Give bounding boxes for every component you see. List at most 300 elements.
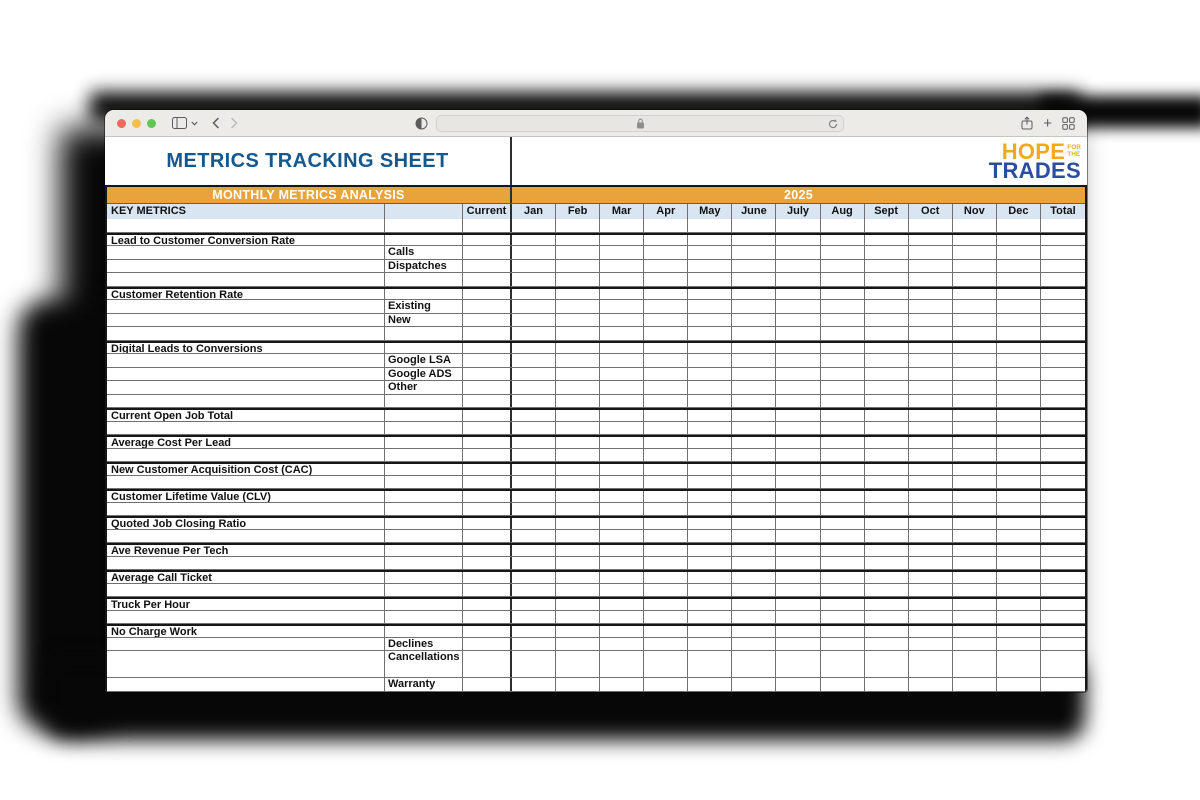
submetric-label-cell[interactable] <box>385 518 463 529</box>
current-value-cell[interactable] <box>463 289 512 300</box>
month-value-cell[interactable] <box>556 289 600 300</box>
month-value-cell[interactable] <box>556 300 600 313</box>
month-value-cell[interactable] <box>732 314 776 327</box>
month-value-cell[interactable] <box>600 246 644 259</box>
month-value-cell[interactable] <box>512 273 556 286</box>
month-value-cell[interactable] <box>644 503 688 516</box>
total-value-cell[interactable] <box>1041 289 1085 300</box>
metric-label-cell[interactable] <box>107 476 385 489</box>
current-value-cell[interactable] <box>463 638 512 651</box>
month-value-cell[interactable] <box>600 530 644 543</box>
month-value-cell[interactable] <box>909 599 953 610</box>
month-value-cell[interactable] <box>556 343 600 354</box>
metric-label-cell[interactable]: Current Open Job Total <box>107 410 385 421</box>
month-value-cell[interactable] <box>997 422 1041 435</box>
month-value-cell[interactable] <box>909 300 953 313</box>
metric-label-cell[interactable]: Truck Per Hour <box>107 599 385 610</box>
month-value-cell[interactable] <box>644 289 688 300</box>
sidebar-icon[interactable] <box>172 117 187 129</box>
total-value-cell[interactable] <box>1041 678 1085 691</box>
month-value-cell[interactable] <box>556 246 600 259</box>
month-value-cell[interactable] <box>732 343 776 354</box>
month-value-cell[interactable] <box>556 437 600 448</box>
month-value-cell[interactable] <box>776 219 820 232</box>
total-value-cell[interactable] <box>1041 449 1085 462</box>
total-value-cell[interactable] <box>1041 327 1085 340</box>
month-header[interactable]: July <box>776 204 820 219</box>
month-value-cell[interactable] <box>556 638 600 651</box>
current-value-cell[interactable] <box>463 343 512 354</box>
current-value-cell[interactable] <box>463 449 512 462</box>
month-value-cell[interactable] <box>644 410 688 421</box>
current-value-cell[interactable] <box>463 599 512 610</box>
month-value-cell[interactable] <box>644 626 688 637</box>
month-value-cell[interactable] <box>865 572 909 583</box>
metric-label-cell[interactable] <box>107 260 385 273</box>
total-value-cell[interactable] <box>1041 503 1085 516</box>
month-value-cell[interactable] <box>556 464 600 475</box>
month-value-cell[interactable] <box>556 381 600 394</box>
month-value-cell[interactable] <box>512 289 556 300</box>
month-value-cell[interactable] <box>512 381 556 394</box>
total-value-cell[interactable] <box>1041 464 1085 475</box>
month-value-cell[interactable] <box>953 491 997 502</box>
month-value-cell[interactable] <box>776 354 820 367</box>
month-value-cell[interactable] <box>953 572 997 583</box>
month-value-cell[interactable] <box>600 260 644 273</box>
month-value-cell[interactable] <box>821 354 865 367</box>
month-value-cell[interactable] <box>953 410 997 421</box>
month-value-cell[interactable] <box>644 449 688 462</box>
month-value-cell[interactable] <box>600 219 644 232</box>
month-value-cell[interactable] <box>732 678 776 691</box>
month-value-cell[interactable] <box>821 368 865 381</box>
month-value-cell[interactable] <box>644 437 688 448</box>
month-value-cell[interactable] <box>865 611 909 624</box>
submetric-label-cell[interactable] <box>385 503 463 516</box>
total-value-cell[interactable] <box>1041 572 1085 583</box>
month-value-cell[interactable] <box>953 246 997 259</box>
month-value-cell[interactable] <box>688 476 732 489</box>
reload-icon[interactable] <box>827 118 839 130</box>
month-value-cell[interactable] <box>821 410 865 421</box>
metric-label-cell[interactable]: Average Call Ticket <box>107 572 385 583</box>
month-value-cell[interactable] <box>688 219 732 232</box>
current-value-cell[interactable] <box>463 354 512 367</box>
month-value-cell[interactable] <box>953 235 997 246</box>
current-value-cell[interactable] <box>463 260 512 273</box>
month-value-cell[interactable] <box>997 572 1041 583</box>
month-value-cell[interactable] <box>997 651 1041 677</box>
metric-label-cell[interactable] <box>107 651 385 677</box>
total-value-cell[interactable] <box>1041 381 1085 394</box>
month-value-cell[interactable] <box>600 381 644 394</box>
month-value-cell[interactable] <box>865 246 909 259</box>
month-value-cell[interactable] <box>821 260 865 273</box>
month-value-cell[interactable] <box>732 584 776 597</box>
submetric-label-cell[interactable] <box>385 476 463 489</box>
month-value-cell[interactable] <box>732 235 776 246</box>
submetric-label-cell[interactable] <box>385 410 463 421</box>
month-value-cell[interactable] <box>776 300 820 313</box>
month-value-cell[interactable] <box>556 273 600 286</box>
month-value-cell[interactable] <box>644 572 688 583</box>
submetric-label-cell[interactable] <box>385 626 463 637</box>
month-value-cell[interactable] <box>953 273 997 286</box>
month-value-cell[interactable] <box>644 491 688 502</box>
close-icon[interactable] <box>117 119 126 128</box>
month-value-cell[interactable] <box>953 557 997 570</box>
submetric-label-cell[interactable]: Calls <box>385 246 463 259</box>
month-value-cell[interactable] <box>909 437 953 448</box>
month-value-cell[interactable] <box>997 678 1041 691</box>
month-value-cell[interactable] <box>865 599 909 610</box>
month-value-cell[interactable] <box>600 289 644 300</box>
current-value-cell[interactable] <box>463 381 512 394</box>
metric-label-cell[interactable]: Customer Lifetime Value (CLV) <box>107 491 385 502</box>
month-value-cell[interactable] <box>732 638 776 651</box>
submetric-label-cell[interactable] <box>385 395 463 408</box>
month-value-cell[interactable] <box>644 599 688 610</box>
submetric-label-cell[interactable]: Google ADS <box>385 368 463 381</box>
month-value-cell[interactable] <box>776 651 820 677</box>
month-value-cell[interactable] <box>556 572 600 583</box>
month-value-cell[interactable] <box>600 422 644 435</box>
submetric-label-cell[interactable]: Declines <box>385 638 463 651</box>
month-value-cell[interactable] <box>600 638 644 651</box>
current-value-cell[interactable] <box>463 678 512 691</box>
month-value-cell[interactable] <box>600 518 644 529</box>
month-value-cell[interactable] <box>776 410 820 421</box>
month-value-cell[interactable] <box>953 314 997 327</box>
month-value-cell[interactable] <box>776 395 820 408</box>
month-value-cell[interactable] <box>732 464 776 475</box>
year-cell[interactable]: 2025 <box>783 188 813 202</box>
submetric-label-cell[interactable] <box>385 422 463 435</box>
month-value-cell[interactable] <box>997 260 1041 273</box>
month-value-cell[interactable] <box>865 343 909 354</box>
month-value-cell[interactable] <box>997 599 1041 610</box>
month-value-cell[interactable] <box>776 557 820 570</box>
month-value-cell[interactable] <box>732 611 776 624</box>
month-value-cell[interactable] <box>688 491 732 502</box>
month-value-cell[interactable] <box>997 491 1041 502</box>
month-value-cell[interactable] <box>556 545 600 556</box>
month-value-cell[interactable] <box>732 503 776 516</box>
month-value-cell[interactable] <box>821 491 865 502</box>
month-value-cell[interactable] <box>512 437 556 448</box>
month-value-cell[interactable] <box>732 368 776 381</box>
month-value-cell[interactable] <box>953 327 997 340</box>
month-value-cell[interactable] <box>600 584 644 597</box>
month-value-cell[interactable] <box>644 530 688 543</box>
month-value-cell[interactable] <box>776 464 820 475</box>
month-value-cell[interactable] <box>776 491 820 502</box>
month-value-cell[interactable] <box>953 584 997 597</box>
month-value-cell[interactable] <box>688 235 732 246</box>
month-value-cell[interactable] <box>865 491 909 502</box>
month-value-cell[interactable] <box>688 545 732 556</box>
month-value-cell[interactable] <box>865 464 909 475</box>
address-bar[interactable] <box>436 115 844 132</box>
month-value-cell[interactable] <box>865 327 909 340</box>
submetric-label-cell[interactable]: New <box>385 314 463 327</box>
metric-label-cell[interactable]: Ave Revenue Per Tech <box>107 545 385 556</box>
month-value-cell[interactable] <box>821 599 865 610</box>
month-value-cell[interactable] <box>732 246 776 259</box>
month-value-cell[interactable] <box>512 545 556 556</box>
month-value-cell[interactable] <box>953 503 997 516</box>
submetric-label-cell[interactable] <box>385 464 463 475</box>
month-value-cell[interactable] <box>953 464 997 475</box>
month-value-cell[interactable] <box>821 638 865 651</box>
month-value-cell[interactable] <box>865 557 909 570</box>
metric-label-cell[interactable] <box>107 354 385 367</box>
month-value-cell[interactable] <box>776 545 820 556</box>
month-value-cell[interactable] <box>600 273 644 286</box>
current-value-cell[interactable] <box>463 327 512 340</box>
month-value-cell[interactable] <box>556 368 600 381</box>
month-value-cell[interactable] <box>644 395 688 408</box>
month-value-cell[interactable] <box>997 503 1041 516</box>
month-value-cell[interactable] <box>688 572 732 583</box>
month-value-cell[interactable] <box>865 219 909 232</box>
metric-label-cell[interactable] <box>107 557 385 570</box>
month-value-cell[interactable] <box>776 638 820 651</box>
back-icon[interactable] <box>212 117 220 129</box>
month-value-cell[interactable] <box>821 273 865 286</box>
month-header[interactable]: Oct <box>909 204 953 219</box>
month-value-cell[interactable] <box>909 464 953 475</box>
metric-label-cell[interactable] <box>107 395 385 408</box>
month-value-cell[interactable] <box>512 422 556 435</box>
month-value-cell[interactable] <box>688 368 732 381</box>
month-value-cell[interactable] <box>644 464 688 475</box>
month-value-cell[interactable] <box>821 626 865 637</box>
submetric-label-cell[interactable] <box>385 611 463 624</box>
current-value-cell[interactable] <box>463 518 512 529</box>
month-value-cell[interactable] <box>644 545 688 556</box>
month-value-cell[interactable] <box>688 626 732 637</box>
metric-label-cell[interactable] <box>107 300 385 313</box>
month-value-cell[interactable] <box>865 422 909 435</box>
month-value-cell[interactable] <box>732 518 776 529</box>
month-value-cell[interactable] <box>997 557 1041 570</box>
month-value-cell[interactable] <box>688 437 732 448</box>
month-value-cell[interactable] <box>909 572 953 583</box>
month-value-cell[interactable] <box>909 678 953 691</box>
submetric-label-cell[interactable]: Dispatches <box>385 260 463 273</box>
month-value-cell[interactable] <box>512 246 556 259</box>
metric-label-cell[interactable] <box>107 219 385 232</box>
month-value-cell[interactable] <box>644 638 688 651</box>
month-value-cell[interactable] <box>997 518 1041 529</box>
month-value-cell[interactable] <box>512 476 556 489</box>
month-value-cell[interactable] <box>997 327 1041 340</box>
month-value-cell[interactable] <box>688 246 732 259</box>
total-value-cell[interactable] <box>1041 491 1085 502</box>
total-value-cell[interactable] <box>1041 476 1085 489</box>
current-value-cell[interactable] <box>463 584 512 597</box>
month-value-cell[interactable] <box>997 314 1041 327</box>
metric-label-cell[interactable] <box>107 530 385 543</box>
month-value-cell[interactable] <box>821 381 865 394</box>
metric-label-cell[interactable] <box>107 368 385 381</box>
month-value-cell[interactable] <box>512 343 556 354</box>
month-value-cell[interactable] <box>909 518 953 529</box>
current-value-cell[interactable] <box>463 314 512 327</box>
month-value-cell[interactable] <box>953 530 997 543</box>
month-value-cell[interactable] <box>953 518 997 529</box>
month-value-cell[interactable] <box>600 557 644 570</box>
month-value-cell[interactable] <box>644 260 688 273</box>
month-value-cell[interactable] <box>909 503 953 516</box>
month-value-cell[interactable] <box>688 314 732 327</box>
month-value-cell[interactable] <box>776 611 820 624</box>
month-value-cell[interactable] <box>865 651 909 677</box>
share-icon[interactable] <box>1021 116 1033 130</box>
month-value-cell[interactable] <box>600 464 644 475</box>
current-value-cell[interactable] <box>463 395 512 408</box>
month-value-cell[interactable] <box>644 678 688 691</box>
month-value-cell[interactable] <box>644 476 688 489</box>
month-value-cell[interactable] <box>821 518 865 529</box>
month-value-cell[interactable] <box>512 572 556 583</box>
submetric-label-cell[interactable]: Other <box>385 381 463 394</box>
total-value-cell[interactable] <box>1041 545 1085 556</box>
total-value-cell[interactable] <box>1041 599 1085 610</box>
month-value-cell[interactable] <box>512 219 556 232</box>
month-value-cell[interactable] <box>556 626 600 637</box>
month-value-cell[interactable] <box>953 626 997 637</box>
month-value-cell[interactable] <box>776 289 820 300</box>
month-value-cell[interactable] <box>688 273 732 286</box>
month-value-cell[interactable] <box>909 651 953 677</box>
month-value-cell[interactable] <box>556 235 600 246</box>
metric-label-cell[interactable] <box>107 314 385 327</box>
month-value-cell[interactable] <box>556 503 600 516</box>
month-value-cell[interactable] <box>556 678 600 691</box>
month-value-cell[interactable] <box>644 246 688 259</box>
month-value-cell[interactable] <box>688 354 732 367</box>
month-value-cell[interactable] <box>556 611 600 624</box>
month-value-cell[interactable] <box>776 381 820 394</box>
month-value-cell[interactable] <box>865 476 909 489</box>
month-value-cell[interactable] <box>776 260 820 273</box>
month-value-cell[interactable] <box>953 289 997 300</box>
month-value-cell[interactable] <box>909 235 953 246</box>
month-value-cell[interactable] <box>688 599 732 610</box>
month-value-cell[interactable] <box>865 449 909 462</box>
metric-label-cell[interactable] <box>107 503 385 516</box>
month-value-cell[interactable] <box>909 626 953 637</box>
month-value-cell[interactable] <box>953 449 997 462</box>
month-value-cell[interactable] <box>909 273 953 286</box>
month-value-cell[interactable] <box>997 343 1041 354</box>
metric-label-cell[interactable] <box>107 381 385 394</box>
total-value-cell[interactable] <box>1041 368 1085 381</box>
month-value-cell[interactable] <box>909 449 953 462</box>
month-value-cell[interactable] <box>732 491 776 502</box>
month-value-cell[interactable] <box>821 464 865 475</box>
month-value-cell[interactable] <box>821 557 865 570</box>
month-value-cell[interactable] <box>953 422 997 435</box>
month-header[interactable]: Nov <box>953 204 997 219</box>
month-value-cell[interactable] <box>600 491 644 502</box>
month-value-cell[interactable] <box>821 611 865 624</box>
month-value-cell[interactable] <box>776 422 820 435</box>
current-value-cell[interactable] <box>463 219 512 232</box>
month-value-cell[interactable] <box>688 651 732 677</box>
month-value-cell[interactable] <box>556 314 600 327</box>
month-value-cell[interactable] <box>997 368 1041 381</box>
submetric-label-cell[interactable] <box>385 437 463 448</box>
month-value-cell[interactable] <box>644 557 688 570</box>
metric-label-cell[interactable]: New Customer Acquisition Cost (CAC) <box>107 464 385 475</box>
metric-label-cell[interactable]: Digital Leads to Conversions <box>107 343 385 354</box>
month-value-cell[interactable] <box>821 503 865 516</box>
month-value-cell[interactable] <box>732 530 776 543</box>
total-value-cell[interactable] <box>1041 437 1085 448</box>
total-value-cell[interactable] <box>1041 651 1085 677</box>
month-value-cell[interactable] <box>688 611 732 624</box>
month-value-cell[interactable] <box>688 638 732 651</box>
month-value-cell[interactable] <box>688 678 732 691</box>
total-value-cell[interactable] <box>1041 626 1085 637</box>
month-value-cell[interactable] <box>732 422 776 435</box>
month-value-cell[interactable] <box>732 381 776 394</box>
zoom-icon[interactable] <box>147 119 156 128</box>
month-value-cell[interactable] <box>688 381 732 394</box>
total-value-cell[interactable] <box>1041 354 1085 367</box>
month-value-cell[interactable] <box>688 260 732 273</box>
month-value-cell[interactable] <box>512 260 556 273</box>
current-value-cell[interactable] <box>463 246 512 259</box>
current-value-cell[interactable] <box>463 611 512 624</box>
month-value-cell[interactable] <box>865 678 909 691</box>
total-value-cell[interactable] <box>1041 410 1085 421</box>
month-value-cell[interactable] <box>776 476 820 489</box>
submetric-label-cell[interactable] <box>385 235 463 246</box>
month-value-cell[interactable] <box>909 584 953 597</box>
month-value-cell[interactable] <box>512 327 556 340</box>
month-value-cell[interactable] <box>732 545 776 556</box>
month-value-cell[interactable] <box>865 260 909 273</box>
month-value-cell[interactable] <box>512 638 556 651</box>
submetric-label-cell[interactable] <box>385 584 463 597</box>
month-value-cell[interactable] <box>997 530 1041 543</box>
month-value-cell[interactable] <box>732 354 776 367</box>
metric-label-cell[interactable]: Lead to Customer Conversion Rate <box>107 235 385 246</box>
month-value-cell[interactable] <box>776 273 820 286</box>
month-value-cell[interactable] <box>909 354 953 367</box>
month-value-cell[interactable] <box>556 449 600 462</box>
current-value-cell[interactable] <box>463 626 512 637</box>
month-value-cell[interactable] <box>688 395 732 408</box>
month-value-cell[interactable] <box>776 449 820 462</box>
month-value-cell[interactable] <box>909 368 953 381</box>
month-value-cell[interactable] <box>644 584 688 597</box>
current-value-cell[interactable] <box>463 368 512 381</box>
month-value-cell[interactable] <box>821 219 865 232</box>
month-value-cell[interactable] <box>600 449 644 462</box>
month-value-cell[interactable] <box>909 314 953 327</box>
month-value-cell[interactable] <box>909 260 953 273</box>
month-value-cell[interactable] <box>865 381 909 394</box>
submetric-label-cell[interactable] <box>385 545 463 556</box>
month-value-cell[interactable] <box>512 651 556 677</box>
month-value-cell[interactable] <box>512 626 556 637</box>
